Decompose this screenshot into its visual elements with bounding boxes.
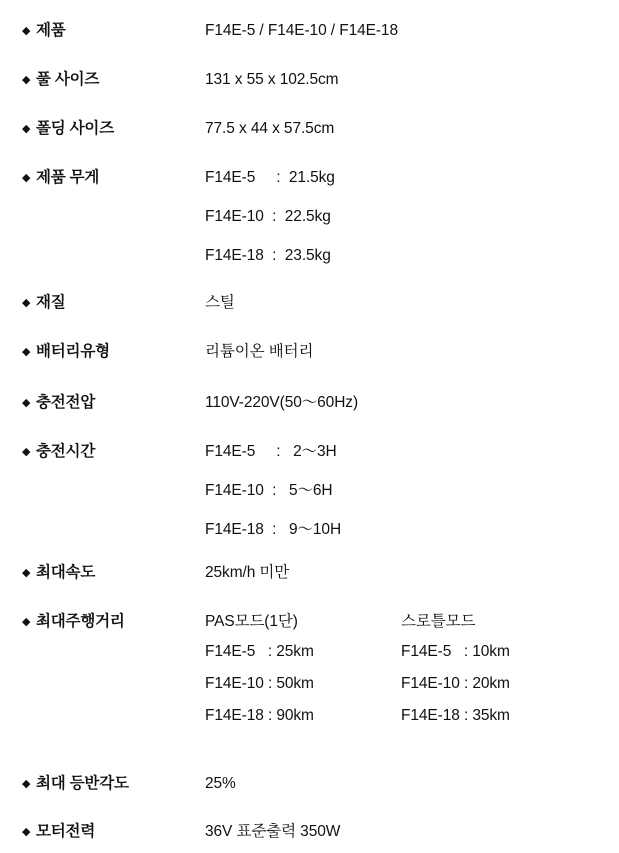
- spec-value-line: F14E-10 : 22.5kg: [205, 208, 331, 225]
- spec-row: [0, 69, 619, 90]
- diamond-bullet-icon: ◆: [22, 346, 31, 358]
- spec-label-cell: [0, 441, 205, 462]
- diamond-bullet-icon: ◆: [22, 826, 31, 838]
- spec-row: [0, 821, 619, 842]
- spec-label: 풀 사이즈: [36, 71, 100, 88]
- spec-value-line: F14E-5 / F14E-10 / F14E-18: [205, 22, 398, 39]
- diamond-bullet-icon: ◆: [22, 397, 31, 409]
- range-subtable-cell: F14E-5 : 10km: [401, 643, 510, 660]
- spec-value-cell: [205, 441, 619, 540]
- spec-row: [0, 562, 619, 583]
- spec-row: [0, 341, 619, 362]
- spec-label: 충전전압: [36, 394, 96, 411]
- spec-value-line: 36V 표준출력 350W: [205, 823, 341, 840]
- spec-label: 폴딩 사이즈: [36, 120, 114, 137]
- diamond-bullet-icon: ◆: [22, 567, 31, 579]
- spec-value-cell: [205, 562, 619, 583]
- spec-value-line: 131 x 55 x 102.5cm: [205, 71, 339, 88]
- range-subtable-row: [205, 673, 619, 694]
- spec-label-cell: [0, 20, 205, 41]
- range-subtable-header-row: [205, 611, 619, 632]
- spec-value-cell: [205, 20, 619, 41]
- spec-row: [0, 611, 619, 726]
- spec-value-line: F14E-10 : 5～6H: [205, 482, 333, 499]
- spec-label: 모터전력: [36, 823, 96, 840]
- spec-label: 재질: [36, 294, 66, 311]
- spec-row: [0, 773, 619, 794]
- spec-row: [0, 292, 619, 313]
- spec-label: 배터리유형: [36, 343, 110, 360]
- spec-value-line: F14E-5 : 21.5kg: [205, 169, 335, 186]
- spec-label-cell: [0, 562, 205, 583]
- spec-label: 충전시간: [36, 443, 96, 460]
- spec-row: [0, 441, 619, 540]
- range-subtable-header: 스로틀모드: [401, 613, 476, 630]
- diamond-bullet-icon: ◆: [22, 74, 31, 86]
- diamond-bullet-icon: ◆: [22, 446, 31, 458]
- spec-value-line: F14E-5 : 2～3H: [205, 443, 337, 460]
- spec-value-cell: [205, 118, 619, 139]
- spec-label: 제품 무게: [36, 169, 100, 186]
- spec-value-cell: [205, 167, 619, 266]
- spec-value-line: 25%: [205, 775, 236, 792]
- range-subtable: [205, 611, 619, 726]
- spec-row: [0, 20, 619, 41]
- range-subtable-cell: F14E-10 : 50km: [205, 675, 314, 692]
- spec-label-cell: [0, 341, 205, 362]
- range-subtable-cell: F14E-18 : 35km: [401, 707, 510, 724]
- spec-value-cell: [205, 341, 619, 362]
- spec-label-cell: [0, 118, 205, 139]
- diamond-bullet-icon: ◆: [22, 297, 31, 309]
- range-subtable-header: PAS모드(1단): [205, 613, 298, 630]
- spec-label: 최대 등반각도: [36, 775, 129, 792]
- spec-value-line: 스틸: [205, 294, 235, 311]
- spec-value-line: 77.5 x 44 x 57.5cm: [205, 120, 335, 137]
- spec-label-cell: [0, 821, 205, 842]
- spec-value-line: 리튬이온 배터리: [205, 343, 314, 360]
- range-subtable-cell: F14E-10 : 20km: [401, 675, 510, 692]
- spec-value-cell: [205, 69, 619, 90]
- spec-row: [0, 392, 619, 413]
- range-subtable-row: [205, 705, 619, 726]
- diamond-bullet-icon: ◆: [22, 123, 31, 135]
- spec-label: 최대속도: [36, 564, 96, 581]
- range-subtable-cell: F14E-18 : 90km: [205, 707, 314, 724]
- spec-label-cell: [0, 773, 205, 794]
- spec-row: [0, 118, 619, 139]
- diamond-bullet-icon: ◆: [22, 616, 31, 628]
- spec-value-line: 110V-220V(50～60Hz): [205, 394, 359, 411]
- spec-value-cell: [205, 821, 619, 842]
- spec-value-line: F14E-18 : 23.5kg: [205, 247, 331, 264]
- spec-label-cell: [0, 292, 205, 313]
- spec-label-cell: [0, 167, 205, 188]
- spec-row: [0, 167, 619, 266]
- spec-value-cell: [205, 611, 619, 726]
- spec-value-line: 25km/h 미만: [205, 564, 290, 581]
- range-subtable-row: [205, 641, 619, 662]
- spec-label-cell: [0, 392, 205, 413]
- spec-label: 제품: [36, 22, 66, 39]
- spec-value-cell: [205, 292, 619, 313]
- spec-value-line: F14E-18 : 9～10H: [205, 521, 342, 538]
- diamond-bullet-icon: ◆: [22, 778, 31, 790]
- range-subtable-cell: F14E-5 : 25km: [205, 643, 314, 660]
- spec-label-cell: [0, 69, 205, 90]
- spec-label: 최대주행거리: [36, 613, 125, 630]
- diamond-bullet-icon: ◆: [22, 25, 31, 37]
- diamond-bullet-icon: ◆: [22, 172, 31, 184]
- spec-value-cell: [205, 773, 619, 794]
- spec-value-cell: [205, 392, 619, 413]
- spec-label-cell: [0, 611, 205, 632]
